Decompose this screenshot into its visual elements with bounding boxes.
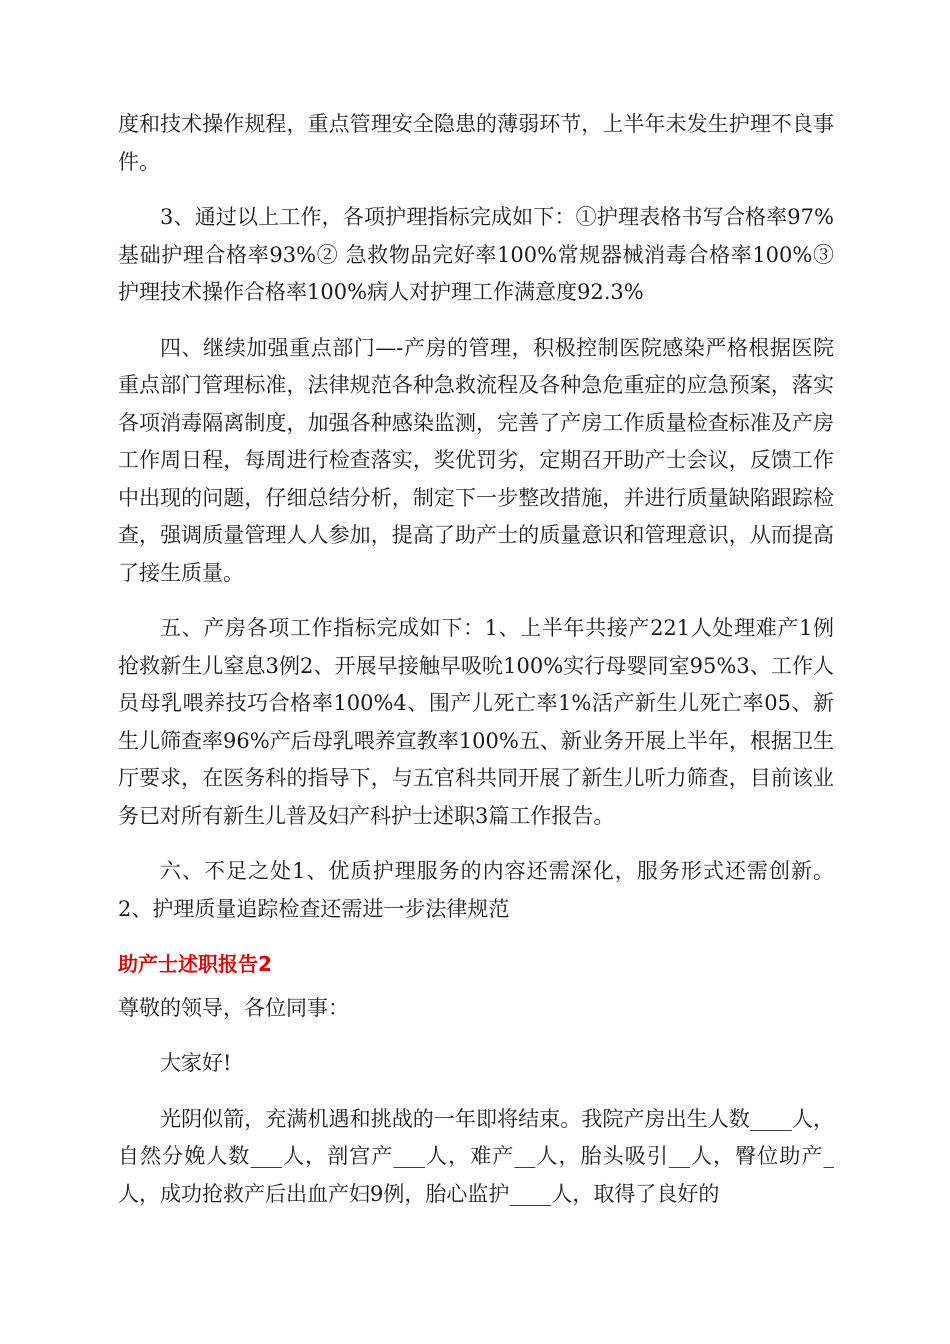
paragraph-section-six: 六、不足之处1、优质护理服务的内容还需深化，服务形式还需创新。2、护理质量追踪检查还需进一步法律规范 bbox=[118, 859, 834, 921]
paragraph-continuation: 度和技术操作规程，重点管理安全隐患的薄弱环节，上半年未发生护理不良事件。 bbox=[118, 112, 834, 174]
salutation: 尊敬的领导，各位同事： bbox=[118, 995, 349, 1020]
paragraph-closing: 光阴似箭，充满机遇和挑战的一年即将结束。我院产房出生人数____人，自然分娩人数___人，剖宫产___人，难产__人，胎头吸引__人，臀位助产_人，成功抢救产后出血产妇9例，胎心监护____人，取得了良好的 bbox=[118, 1106, 834, 1206]
paragraph-nursing-indicators: 3、通过以上工作，各项护理指标完成如下：①护理表格书写合格率97%基础护理合格率93%② 急救物品完好率100%常规器械消毒合格率100%③ 护理技术操作合格率100%病人对护理工作满意度92.3% bbox=[118, 205, 834, 304]
report-heading: 助产士述职报告2 bbox=[118, 952, 272, 976]
paragraph-section-five: 五、产房各项工作指标完成如下：1、上半年共接产221人处理难产1例抢救新生儿窒息3例2、开展早接触早吸吮100%实行母婴同室95%3、工作人员母乳喂养技巧合格率100%4、围产儿死亡率1%活产新生儿死亡率05、新生儿筛查率96%产后母乳喂养宣教率100%五、新业务开展上半年，根据卫生厅要求，在医务科的指导下，与五官科共同开展了新生儿听力筛查，目前该业务已对所有新生儿普及妇产科护士述职3篇工作报告。 bbox=[118, 616, 834, 828]
paragraph-section-four: 四、继续加强重点部门—-产房的管理，积极控制医院感染严格根据医院重点部门管理标准，法律规范各种急救流程及各种急危重症的应急预案，落实各项消毒隔离制度，加强各种感染监测，完善了产房工作质量检查标准及产房工作周日程，每周进行检查落实，奖优罚劣，定期召开助产士会议，反馈工作中出现的问题，仔细总结分析，制定下一步整改措施，并进行质量缺陷跟踪检查，强调质量管理人人参加，提高了助产士的质量意识和管理意识，从而提高了接生质量。 bbox=[118, 335, 834, 585]
greeting: 大家好! bbox=[160, 1051, 232, 1075]
document-page bbox=[118, 106, 834, 1231]
